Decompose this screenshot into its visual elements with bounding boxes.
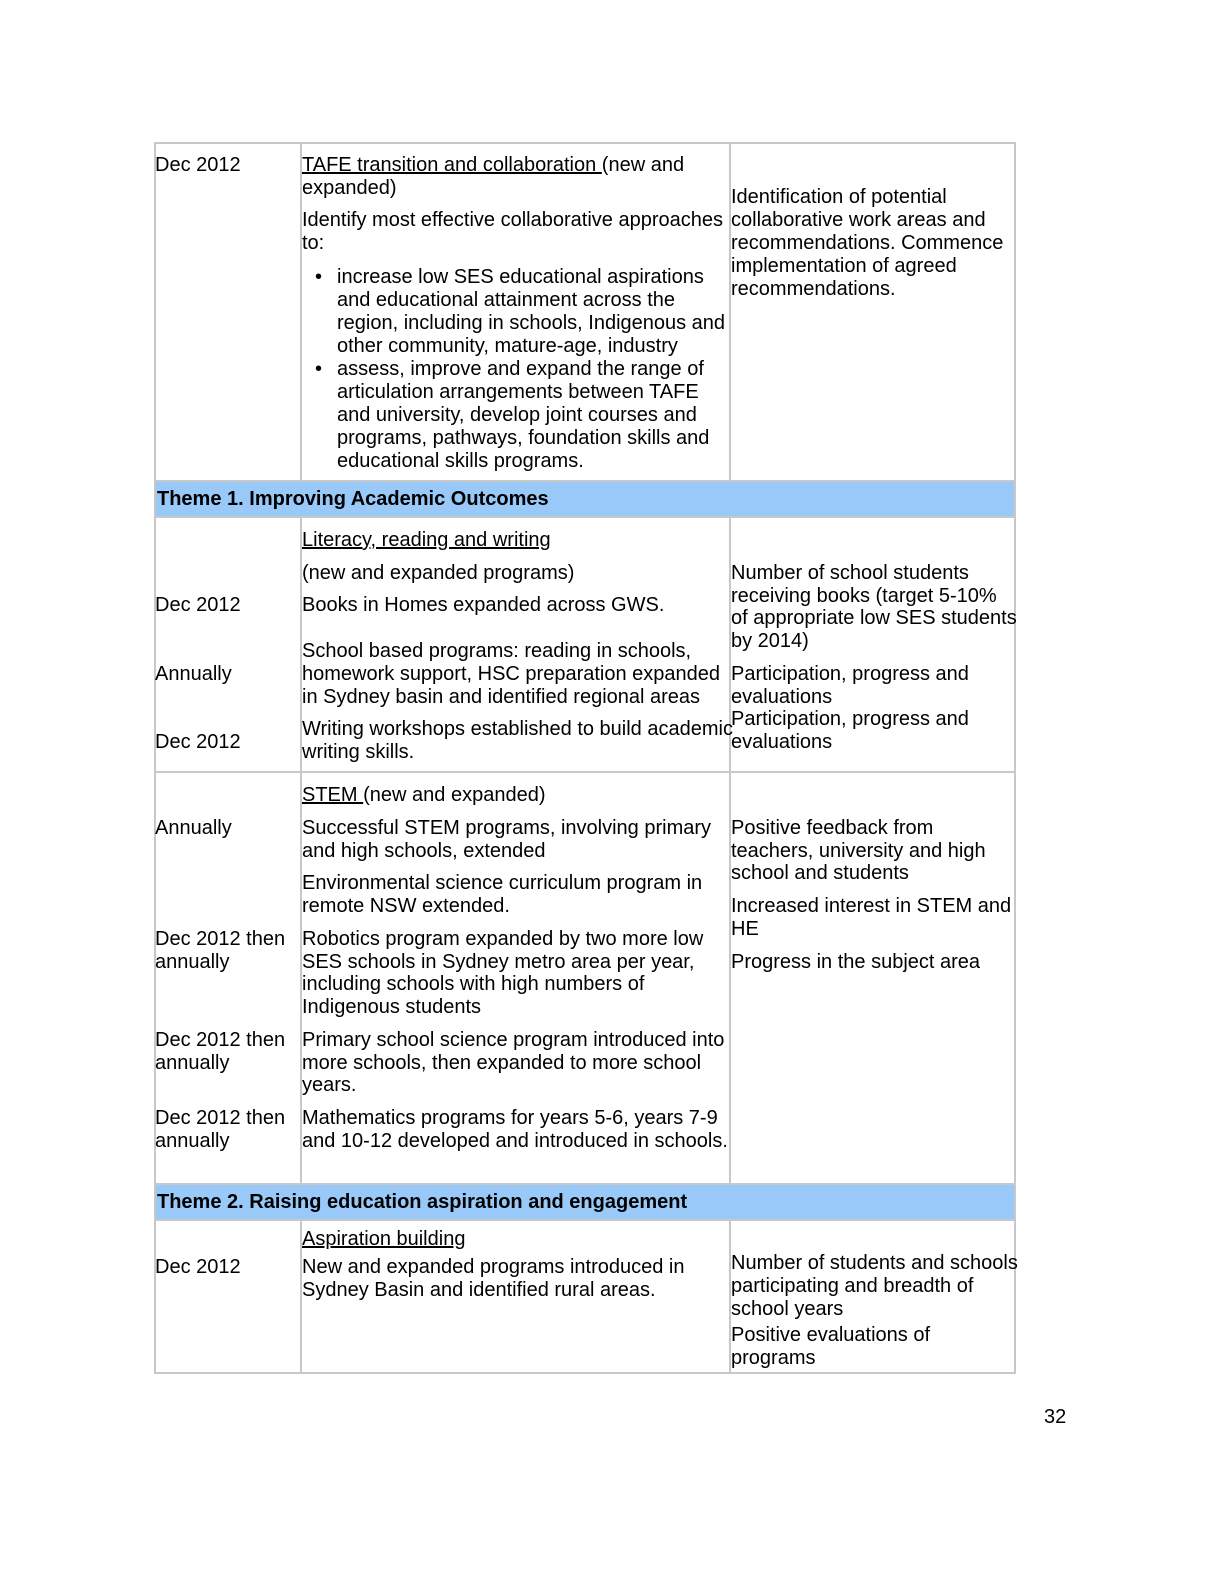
program-text: homework support, HSC preparation expanded (302, 663, 721, 685)
program-text: and 10-12 developed and introduced in schools. (302, 1130, 728, 1152)
program-text: years. (302, 1074, 357, 1096)
outcome-text: evaluations (731, 731, 833, 753)
theme-band (156, 1185, 1014, 1219)
outcome-text: teachers, university and high (731, 840, 986, 862)
outcome-text: receiving books (target 5-10% (731, 585, 997, 607)
theme-title: Theme 2. Raising education aspiration and engagement (157, 1191, 688, 1213)
outcome-text: Progress in the subject area (731, 951, 981, 973)
outcome-text: school and students (731, 862, 909, 884)
bullet-text: other community, mature-age, industry (337, 335, 678, 357)
heading-rest: (new and expanded) (363, 784, 546, 806)
row-divider (156, 1219, 1014, 1221)
date-cell: annually (155, 951, 230, 973)
program-text: remote NSW extended. (302, 895, 510, 917)
program-text: Writing workshops established to build academic (302, 718, 733, 740)
outcome-text: by 2014) (731, 630, 809, 652)
program-heading-cont: expanded) (302, 177, 397, 199)
outcome-text: Number of students and schools (731, 1252, 1018, 1274)
outcome-text: recommendations. Commence (731, 232, 1004, 254)
bullet-icon: • (315, 266, 323, 288)
bullet-text: region, including in schools, Indigenous and (337, 312, 726, 334)
bullet-icon: • (315, 358, 323, 380)
date-cell: annually (155, 1052, 230, 1074)
program-heading (302, 154, 684, 177)
bullet-text: articulation arrangements between TAFE (337, 381, 699, 403)
program-text: Sydney Basin and identified rural areas. (302, 1279, 656, 1301)
heading-underlined: STEM (302, 784, 364, 806)
theme-band (156, 482, 1014, 516)
outcome-text: of appropriate low SES students (731, 607, 1017, 629)
page-number: 32 (1044, 1406, 1067, 1428)
outcome-text: HE (731, 918, 759, 940)
date-cell: Dec 2012 then (155, 928, 286, 950)
date-cell: Dec 2012 (155, 1256, 241, 1278)
program-text: New and expanded programs introduced in (302, 1256, 685, 1278)
program-intro: to: (302, 232, 325, 254)
theme-title: Theme 1. Improving Academic Outcomes (157, 488, 549, 510)
outcome-text: school years (731, 1298, 844, 1320)
heading-underlined: TAFE transition and collaboration (302, 154, 602, 176)
bullet-text: programs, pathways, foundation skills and (337, 427, 710, 449)
date-cell: annually (155, 1130, 230, 1152)
date-cell: Dec 2012 (155, 154, 241, 176)
bullet-text: and educational attainment across the (337, 289, 675, 311)
outcome-text: Number of school students (731, 562, 969, 584)
program-subheading: (new and expanded programs) (302, 562, 575, 584)
program-text: School based programs: reading in schools, (302, 640, 692, 662)
program-heading: Literacy, reading and writing (302, 529, 551, 551)
program-text: Primary school science program introduced into (302, 1029, 725, 1051)
bullet-text: educational skills programs. (337, 450, 584, 472)
program-text: more schools, then expanded to more school (302, 1052, 702, 1074)
outcome-text: programs (731, 1347, 816, 1369)
outcome-text: recommendations. (731, 278, 896, 300)
row-divider (156, 771, 1014, 773)
program-text: writing skills. (302, 741, 415, 763)
outcome-text: Participation, progress and (731, 663, 969, 685)
outcome-text: evaluations (731, 686, 833, 708)
program-heading: Aspiration building (302, 1228, 466, 1250)
program-text: Mathematics programs for years 5-6, years 7-9 (302, 1107, 718, 1129)
outcome-text: Positive feedback from (731, 817, 934, 839)
outcome-text: implementation of agreed (731, 255, 957, 277)
bullet-text: assess, improve and expand the range of (337, 358, 704, 380)
program-text: Environmental science curriculum program in (302, 872, 703, 894)
outcome-text: collaborative work areas and (731, 209, 986, 231)
heading-rest: (new and (601, 154, 685, 176)
outcome-text: Positive evaluations of (731, 1324, 931, 1346)
program-text: and high schools, extended (302, 840, 546, 862)
program-text: Indigenous students (302, 996, 482, 1018)
outcome-text: Participation, progress and (731, 708, 969, 730)
row-divider (156, 516, 1014, 518)
program-heading (302, 784, 545, 807)
bullet-text: increase low SES educational aspirations (337, 266, 704, 288)
date-cell: Annually (155, 663, 232, 685)
program-text: SES schools in Sydney metro area per year, (302, 951, 695, 973)
bullet-text: and university, develop joint courses and (337, 404, 697, 426)
outcome-text: Increased interest in STEM and (731, 895, 1012, 917)
date-cell: Dec 2012 (155, 594, 241, 616)
program-text: in Sydney basin and identified regional areas (302, 686, 701, 708)
program-intro: Identify most effective collaborative approaches (302, 209, 723, 231)
date-cell: Dec 2012 (155, 731, 241, 753)
program-text: including schools with high numbers of (302, 973, 645, 995)
date-cell: Annually (155, 817, 232, 839)
date-cell: Dec 2012 then (155, 1029, 286, 1051)
program-text: Successful STEM programs, involving primary (302, 817, 712, 839)
date-cell: Dec 2012 then (155, 1107, 286, 1129)
outcome-text: participating and breadth of (731, 1275, 974, 1297)
program-text: Books in Homes expanded across GWS. (302, 594, 665, 616)
program-text: Robotics program expanded by two more low (302, 928, 704, 950)
outcome-text: Identification of potential (731, 186, 947, 208)
